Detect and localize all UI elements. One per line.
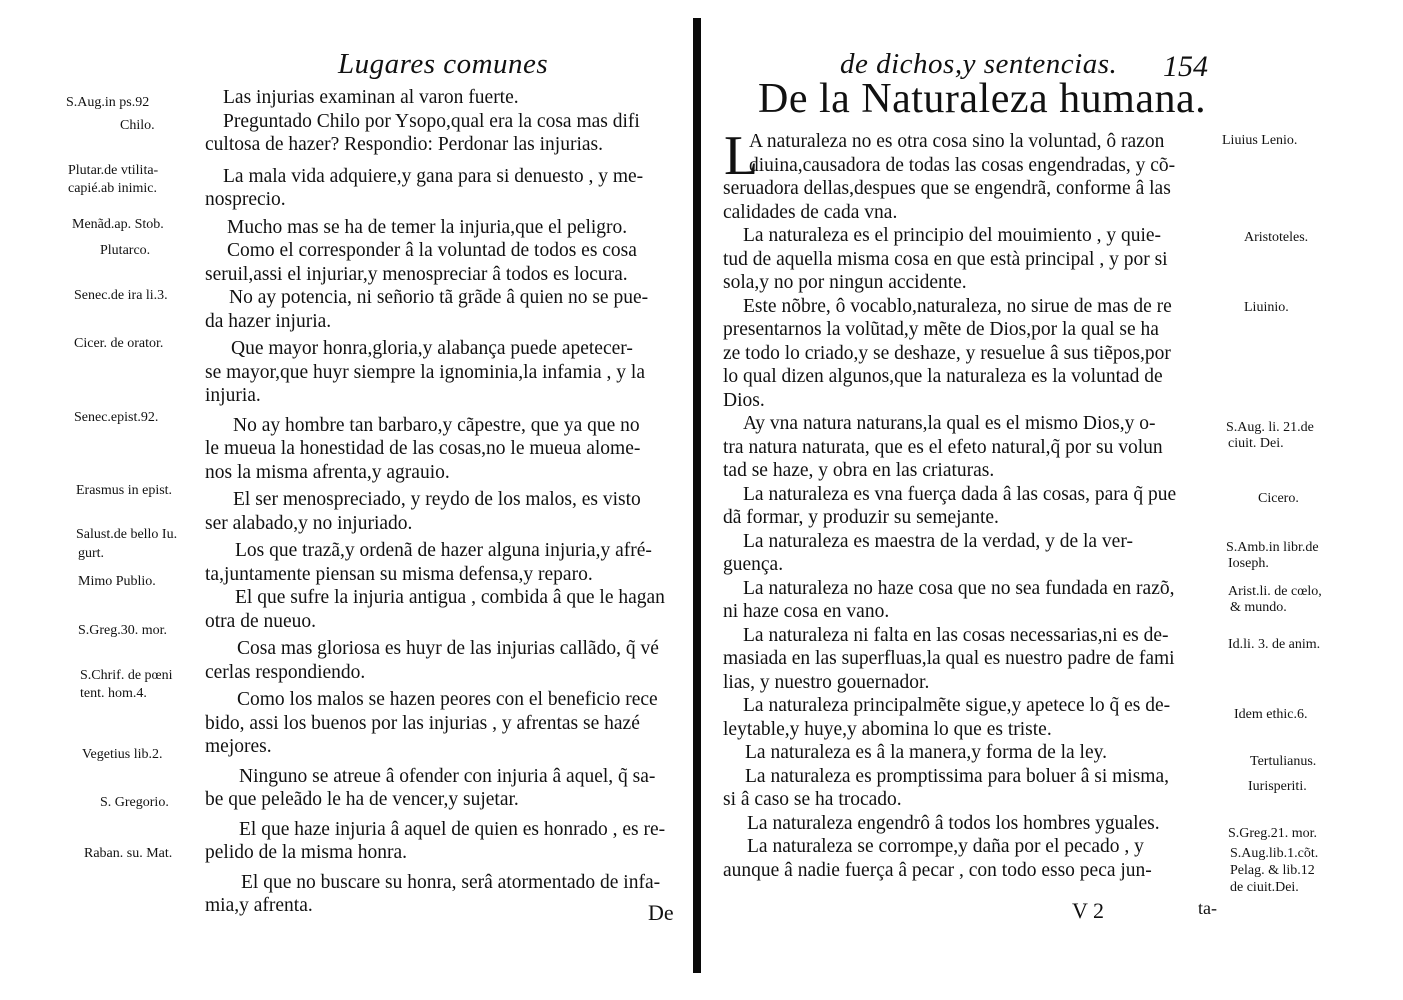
margin-note: Id.li. 3. de anim. — [1228, 637, 1321, 652]
text-line: A naturaleza no es otra cosa sino la voluntad, ô razon — [749, 131, 1165, 152]
text-line: se mayor,que huyr siempre la ignominia,la infamia , y la — [205, 361, 646, 383]
margin-note: Senec.de ira li.3. — [74, 288, 168, 303]
text-line: leytable,y huye,y abomina lo que es triste. — [723, 718, 1052, 740]
margin-note: S.Chrif. de pœni — [80, 668, 173, 683]
text-line: si â caso se ha trocado. — [723, 789, 902, 810]
text-line: La naturaleza se corrompe,y daña por el pecado , y — [747, 836, 1144, 857]
text-line: da hazer injuria. — [205, 310, 332, 332]
text-line: seruadora dellas,despues que se engendrã, conforme â las — [723, 178, 1171, 199]
margin-note: capié.ab inimic. — [68, 181, 158, 196]
margin-note: Cicero. — [1258, 491, 1299, 506]
text-line: otra de nueuo. — [205, 610, 317, 632]
text-line: mia,y afrenta. — [205, 895, 313, 916]
text-line: cultosa de hazer? Respondio: Perdonar las injurias. — [205, 134, 604, 155]
margin-note: Menãd.ap. Stob. — [72, 217, 164, 232]
text-line: No ay potencia, ni señorio tã grãde â quien no se pue- — [229, 287, 649, 308]
margin-note: Plutar.de vtilita- — [68, 163, 159, 178]
text-line: La naturaleza es promptissima para boluer â si misma, — [745, 765, 1169, 787]
margin-note: Erasmus in epist. — [76, 483, 173, 498]
text-line: La naturaleza principalmẽte sigue,y apetece lo q̃ es de- — [743, 695, 1171, 716]
margin-note: S.Amb.in libr.de — [1226, 540, 1319, 555]
text-line: dã formar, y produzir su semejante. — [723, 507, 999, 528]
text-line: Preguntado Chilo por Ysopo,qual era la cosa mas difi — [223, 110, 640, 132]
margin-note: Chilo. — [120, 118, 155, 133]
text-line: masiada en las superfluas,la qual es nuestro padre de fami — [723, 648, 1175, 669]
margin-note: Plutarco. — [100, 243, 151, 258]
margin-note: Raban. su. Mat. — [84, 846, 173, 861]
text-line: nosprecio. — [205, 189, 286, 210]
text-line: Mucho mas se ha de temer la injuria,que el peligro. — [227, 216, 628, 238]
margin-note: gurt. — [78, 546, 105, 561]
margin-note: Aristoteles. — [1244, 230, 1309, 245]
text-line: guença. — [723, 554, 784, 575]
margin-note: Mimo Publio. — [78, 574, 156, 589]
margin-note: Senec.epist.92. — [74, 410, 159, 425]
text-line: Las injurias examinan al varon fuerte. — [223, 87, 519, 108]
text-line: diuina,causadora de todas las cosas engendradas, y cõ- — [749, 154, 1176, 176]
text-line: Dios. — [723, 389, 765, 411]
text-line: sola,y no por ningun accidente. — [723, 272, 967, 293]
margin-note: S.Aug.lib.1.cõt. — [1230, 846, 1319, 861]
text-line: La naturaleza ni falta en las cosas necessarias,ni es de- — [743, 624, 1169, 646]
margin-note: Salust.de bello Iu. — [76, 527, 178, 542]
margin-note: Iurisperiti. — [1248, 779, 1307, 794]
text-line: Que mayor honra,gloria,y alabança puede apetecer- — [231, 338, 633, 359]
right-page-text — [723, 125, 1220, 882]
page-number: 154 — [1163, 50, 1208, 83]
text-line: nos la misma afrenta,y agrauio. — [205, 461, 450, 483]
margin-note: Tertulianus. — [1250, 754, 1317, 769]
text-line: La naturaleza engendrô â todos los hombres yguales. — [747, 812, 1160, 834]
margin-note: ciuit. Dei. — [1228, 436, 1284, 451]
margin-note: Vegetius lib.2. — [82, 747, 163, 762]
margin-note: S. Gregorio. — [100, 795, 169, 810]
text-line: El que haze injuria â aquel de quien es honrado , es re- — [239, 818, 666, 840]
text-line: pelido de la misma honra. — [205, 842, 407, 863]
margin-note: S.Aug.in ps.92 — [66, 95, 150, 110]
text-line: La naturaleza es â la manera,y forma de la ley. — [745, 742, 1107, 763]
margin-note: de ciuit.Dei. — [1230, 880, 1299, 895]
margin-note: Pelag. & lib.12 — [1230, 863, 1315, 878]
text-line: Como los malos se hazen peores con el beneficio rece — [237, 689, 658, 710]
text-line: La naturaleza no haze cosa que no sea fundada en razõ, — [743, 577, 1175, 599]
text-line: El que no buscare su honra, serâ atormentado de infa- — [241, 871, 661, 893]
text-line: mejores. — [205, 736, 272, 757]
text-line: El que sufre la injuria antigua , combida â que le hagan — [235, 587, 665, 608]
right-running-head: de dichos,y sentencias. — [840, 48, 1118, 80]
text-line: seruil,assi el injuriar,y menospreciar â todos es locura. — [205, 263, 628, 285]
margin-note: Arist.li. de cœlo, — [1228, 584, 1322, 599]
left-catchword: De — [648, 900, 674, 925]
text-line: bido, assi los buenos por las injurias , y afrentas se hazé — [205, 712, 640, 734]
margin-note: S.Greg.30. mor. — [78, 623, 168, 638]
margin-note: Liuius Lenio. — [1222, 133, 1298, 148]
text-line: ser alabado,y no injuriado. — [205, 512, 413, 534]
right-catchword: ta- — [1198, 898, 1217, 918]
text-line: La naturaleza es vna fuerça dada â las cosas, para q̃ pue — [743, 483, 1177, 505]
text-line: cerlas respondiendo. — [205, 661, 366, 683]
text-line: La mala vida adquiere,y gana para si denuesto , y me- — [223, 165, 644, 187]
text-line: El ser menospreciado, y reydo de los malos, es visto — [233, 489, 641, 510]
section-title: De la Naturaleza humana. — [758, 76, 1207, 122]
text-line: injuria. — [205, 385, 261, 406]
text-line: Como el corresponder â la voluntad de todos es cosa — [227, 240, 637, 261]
signature-mark: V 2 — [1072, 898, 1104, 923]
margin-note: & mundo. — [1230, 600, 1287, 615]
text-line: ta,juntamente piensan su misma defensa,y reparo. — [205, 563, 593, 585]
text-line: Este nõbre, ô vocablo,naturaleza, no sirue de mas de re — [743, 295, 1172, 317]
left-running-head: Lugares comunes — [338, 48, 549, 80]
text-line: presentarnos la volũtad,y mẽte de Dios,por la qual se ha — [723, 319, 1159, 340]
text-line: calidades de cada vna. — [723, 201, 898, 223]
text-line: aunque â nadie fuerça â pecar , con todo esso peca jun- — [723, 859, 1152, 881]
margin-note: Cicer. de orator. — [74, 336, 164, 351]
text-line: Ay vna natura naturans,la qual es el mismo Dios,y o- — [743, 413, 1156, 434]
margin-note: Liuinio. — [1244, 300, 1289, 315]
margin-note: Ioseph. — [1228, 556, 1269, 571]
text-line: tad se haze, y obra en las criaturas. — [723, 460, 995, 481]
text-line: lias, y nuestro gouernador. — [723, 671, 930, 693]
text-line: Cosa mas gloriosa es huyr de las injurias callãdo, q̃ vé — [237, 638, 659, 659]
gutter-rule — [693, 18, 701, 973]
text-line: ni haze cosa en vano. — [723, 601, 890, 622]
text-line: ze todo lo criado,y se deshaze, y resuelue â sus tiẽpos,por — [723, 342, 1171, 364]
margin-note: tent. hom.4. — [80, 686, 147, 701]
margin-note: S.Greg.21. mor. — [1228, 826, 1318, 841]
text-line: La naturaleza es el principio del mouimiento , y quie- — [743, 225, 1162, 246]
left-page-text — [205, 86, 693, 918]
text-line: Ninguno se atreue â ofender con injuria â aquel, q̃ sa- — [239, 765, 656, 787]
drop-capital: L — [724, 125, 759, 187]
margin-note: Idem ethic.6. — [1234, 707, 1308, 722]
text-line: La naturaleza es maestra de la verdad, y de la ver- — [743, 530, 1133, 552]
margin-note: S.Aug. li. 21.de — [1226, 420, 1314, 435]
text-line: lo qual dizen algunos,que la naturaleza es la voluntad de — [723, 366, 1163, 387]
text-line: le mueua la honestidad de las cosas,no le mueua alome- — [205, 438, 641, 459]
text-line: No ay hombre tan barbaro,y cãpestre, que ya que no — [233, 414, 640, 436]
text-line: Los que trazã,y ordenã de hazer alguna injuria,y afré- — [235, 540, 652, 561]
text-line: be que peleãdo le ha de vencer,y sujetar. — [205, 789, 519, 810]
text-line: tud de aquella misma cosa en que està principal , y por si — [723, 248, 1168, 270]
text-line: tra natura naturata, que es el efeto natural,q̃ por su volun — [723, 436, 1163, 458]
